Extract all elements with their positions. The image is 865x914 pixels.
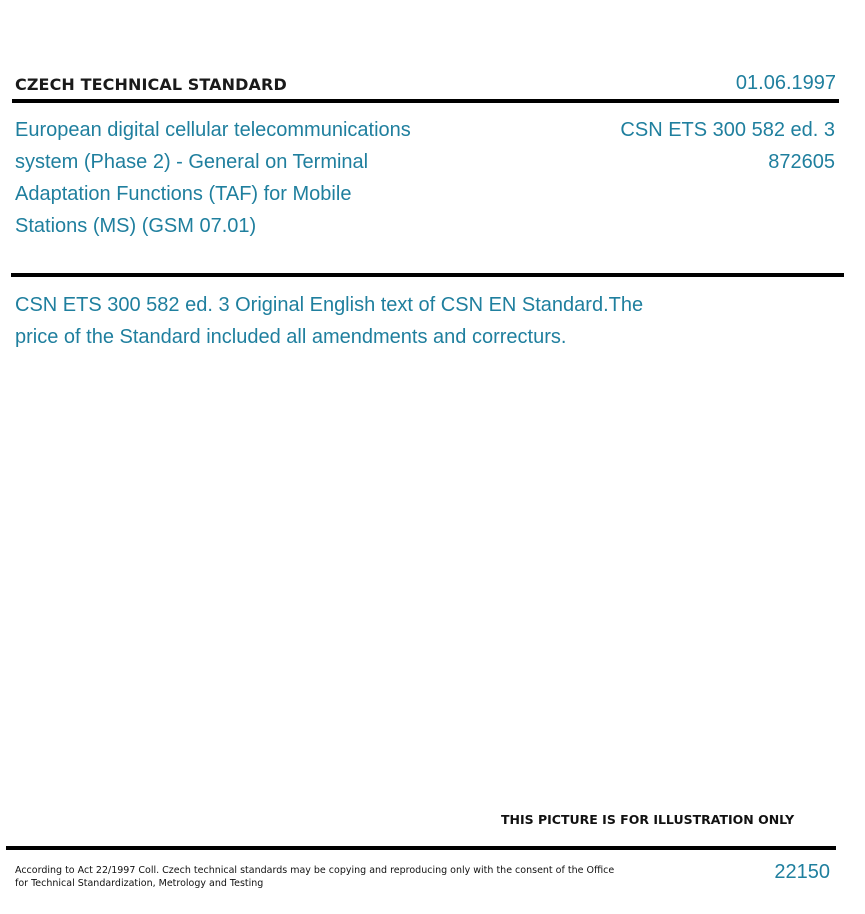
illustration-notice: THIS PICTURE IS FOR ILLUSTRATION ONLY (501, 812, 795, 827)
document-title (15, 114, 465, 242)
document-description (15, 289, 715, 353)
footer-divider (6, 846, 836, 850)
publication-date: 01.06.1997 (735, 72, 836, 94)
section-divider (11, 273, 844, 277)
title-line: European digital cellular telecommunications (15, 119, 411, 141)
legal-notice (15, 864, 615, 890)
standard-code: CSN ETS 300 582 ed. 3 (620, 119, 835, 141)
description-line: CSN ETS 300 582 ed. 3 Original English text of CSN EN Standard.The (15, 294, 644, 316)
description-line: price of the Standard included all amendments and correcturs. (15, 326, 567, 348)
footer-number: 22150 (774, 861, 830, 883)
standard-type-label: CZECH TECHNICAL STANDARD (15, 75, 287, 94)
title-line: Adaptation Functions (TAF) for Mobile (15, 183, 352, 205)
title-line: Stations (MS) (GSM 07.01) (15, 215, 257, 237)
legal-line: for Technical Standardization, Metrology and Testing (15, 878, 264, 889)
header-divider (12, 99, 839, 103)
catalog-number: 872605 (768, 151, 835, 173)
legal-line: According to Act 22/1997 Coll. Czech technical standards may be copying and reproducing only with the consent of the Office (15, 865, 615, 876)
standard-identifiers (620, 114, 835, 178)
title-line: system (Phase 2) - General on Terminal (15, 151, 369, 173)
